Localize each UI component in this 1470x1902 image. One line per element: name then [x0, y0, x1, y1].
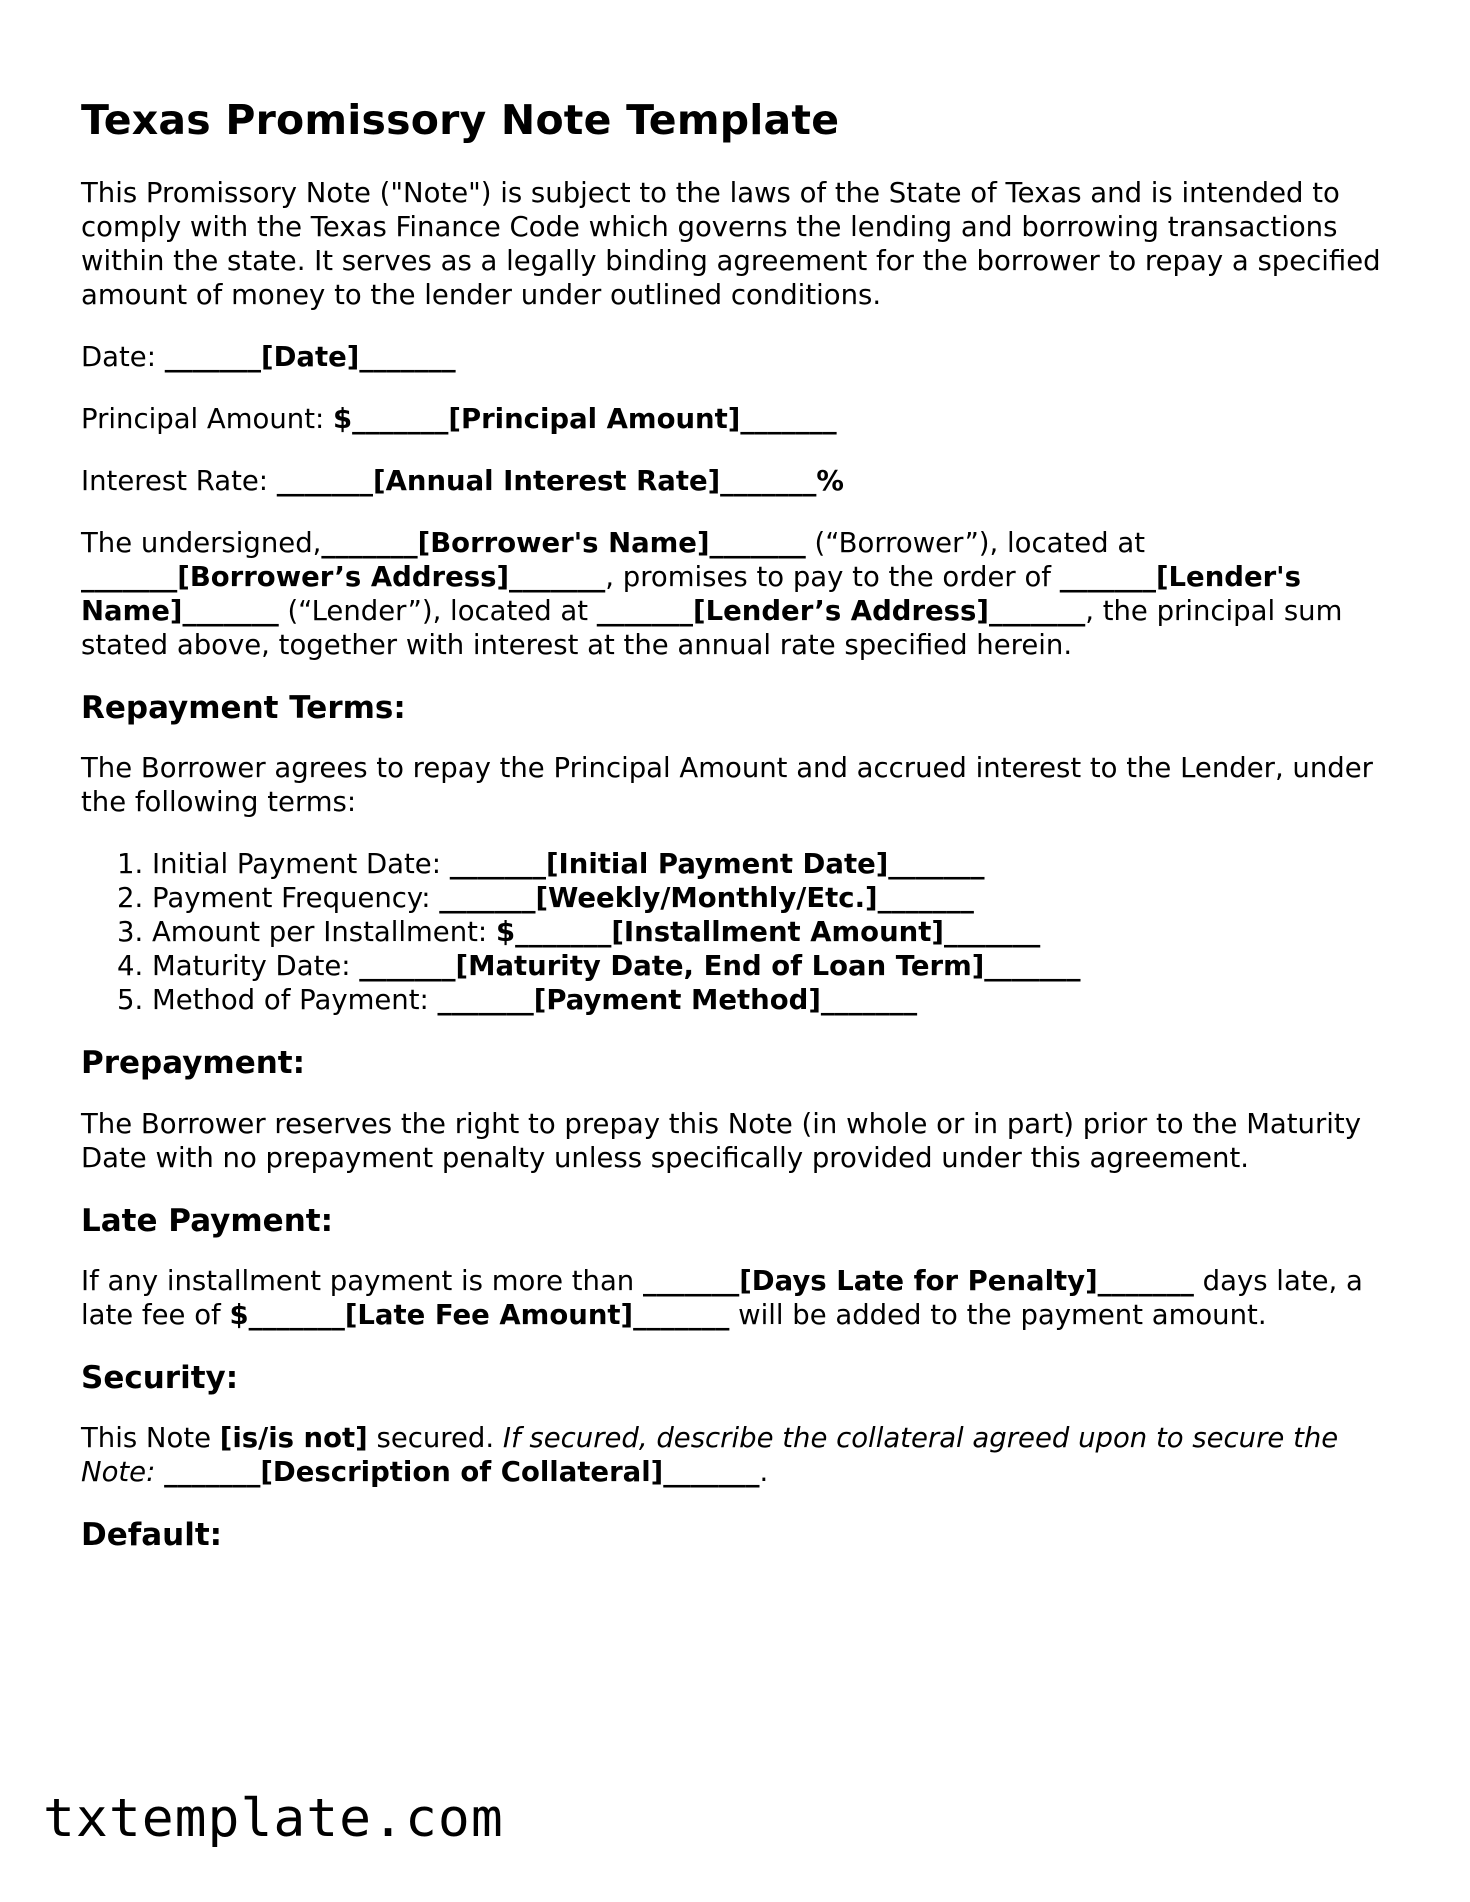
collateral-field: _______[Description of Collateral]_______ — [164, 1455, 760, 1488]
security-heading: Security: — [81, 1359, 239, 1396]
document-page — [81, 96, 1401, 1578]
item-label: Amount per Installment: — [152, 916, 496, 949]
security-text-1: This Note — [81, 1421, 220, 1454]
parties-paragraph — [81, 526, 1401, 662]
parties-text-1: The undersigned, — [81, 527, 322, 560]
list-item — [152, 949, 1401, 983]
late-text-2: days late, a late fee of — [81, 1264, 1363, 1331]
late-payment-paragraph — [81, 1264, 1401, 1332]
list-item — [152, 881, 1401, 915]
late-payment-heading: Late Payment: — [81, 1202, 333, 1239]
repayment-heading: Repayment Terms: — [81, 690, 406, 727]
prepayment-heading: Prepayment: — [81, 1045, 306, 1082]
parties-text-5: , the principal sum stated above, together with interest at the annual rate specified herein. — [81, 595, 1343, 662]
item-label: Payment Frequency: — [152, 882, 440, 915]
late-text-3: will be added to the payment amount. — [729, 1298, 1267, 1331]
item-label: Maturity Date: — [152, 950, 360, 983]
borrower-address-field: _______[Borrower’s Address]_______ — [81, 561, 606, 594]
interest-label: Interest Rate: — [81, 465, 277, 498]
principal-label: Principal Amount: — [81, 403, 333, 436]
security-status-field: [is/is not] — [219, 1421, 368, 1454]
date-label: Date: — [81, 341, 165, 374]
default-heading: Default: — [81, 1516, 223, 1553]
document-title: Texas Promissory Note Template — [81, 96, 840, 144]
intro-paragraph: This Promissory Note ("Note") is subject to the laws of the State of Texas and is intended to comply with the Texas Finance Code which governs the lending and borrowing transactions within the state. It serves as a legally binding agreement for the borrower to repay a specified amount of money to the lender under outlined conditions. — [81, 177, 1381, 312]
item-value: _______[Initial Payment Date]_______ — [449, 848, 985, 881]
prepayment-paragraph: The Borrower reserves the right to prepay this Note (in whole or in part) prior to the Maturity Date with no prepayment penalty unless specifically provided under this agreement. — [81, 1107, 1361, 1174]
late-days-field: _______[Days Late for Penalty]_______ — [642, 1264, 1194, 1297]
principal-field — [81, 402, 1401, 436]
lender-address-field: _______[Lender’s Address]_______ — [596, 595, 1086, 628]
late-text-1: If any installment payment is more than — [81, 1264, 643, 1297]
date-field — [81, 340, 1401, 374]
late-fee-field: $_______[Late Fee Amount]_______ — [229, 1298, 730, 1331]
item-label: Initial Payment Date: — [152, 848, 450, 881]
item-value: _______[Weekly/Monthly/Etc.]_______ — [439, 882, 974, 915]
repayment-list — [81, 847, 1401, 1017]
security-paragraph — [81, 1421, 1401, 1489]
watermark: txtemplate.com — [43, 1788, 504, 1849]
item-value: $_______[Installment Amount]_______ — [495, 916, 1041, 949]
list-item — [152, 983, 1401, 1017]
borrower-name-field: _______[Borrower's Name]_______ — [321, 527, 806, 560]
lender-name-field: _______[Lender's Name]_______ — [81, 561, 1301, 628]
item-value: _______[Payment Method]_______ — [437, 984, 918, 1017]
security-text-3: . — [759, 1455, 769, 1488]
security-text-2: secured. — [367, 1421, 503, 1454]
list-item — [152, 915, 1401, 949]
parties-text-4: (“Lender”), located at — [278, 595, 597, 628]
parties-text-2: (“Borrower”), located at — [805, 527, 1145, 560]
principal-value: $_______[Principal Amount]_______ — [333, 403, 837, 436]
date-value: _______[Date]_______ — [164, 341, 456, 374]
repayment-intro: The Borrower agrees to repay the Principal Amount and accrued interest to the Lender, under the following terms: — [81, 752, 1373, 819]
interest-value: _______[Annual Interest Rate]_______% — [276, 465, 844, 498]
security-italic-text: If secured, describe the collateral agreed upon to secure the Note: — [81, 1421, 1339, 1488]
interest-field — [81, 464, 1401, 498]
item-value: _______[Maturity Date, End of Loan Term]_______ — [359, 950, 1081, 983]
list-item — [152, 847, 1401, 881]
item-label: Method of Payment: — [152, 984, 438, 1017]
parties-text-3: , promises to pay to the order of — [605, 561, 1060, 594]
